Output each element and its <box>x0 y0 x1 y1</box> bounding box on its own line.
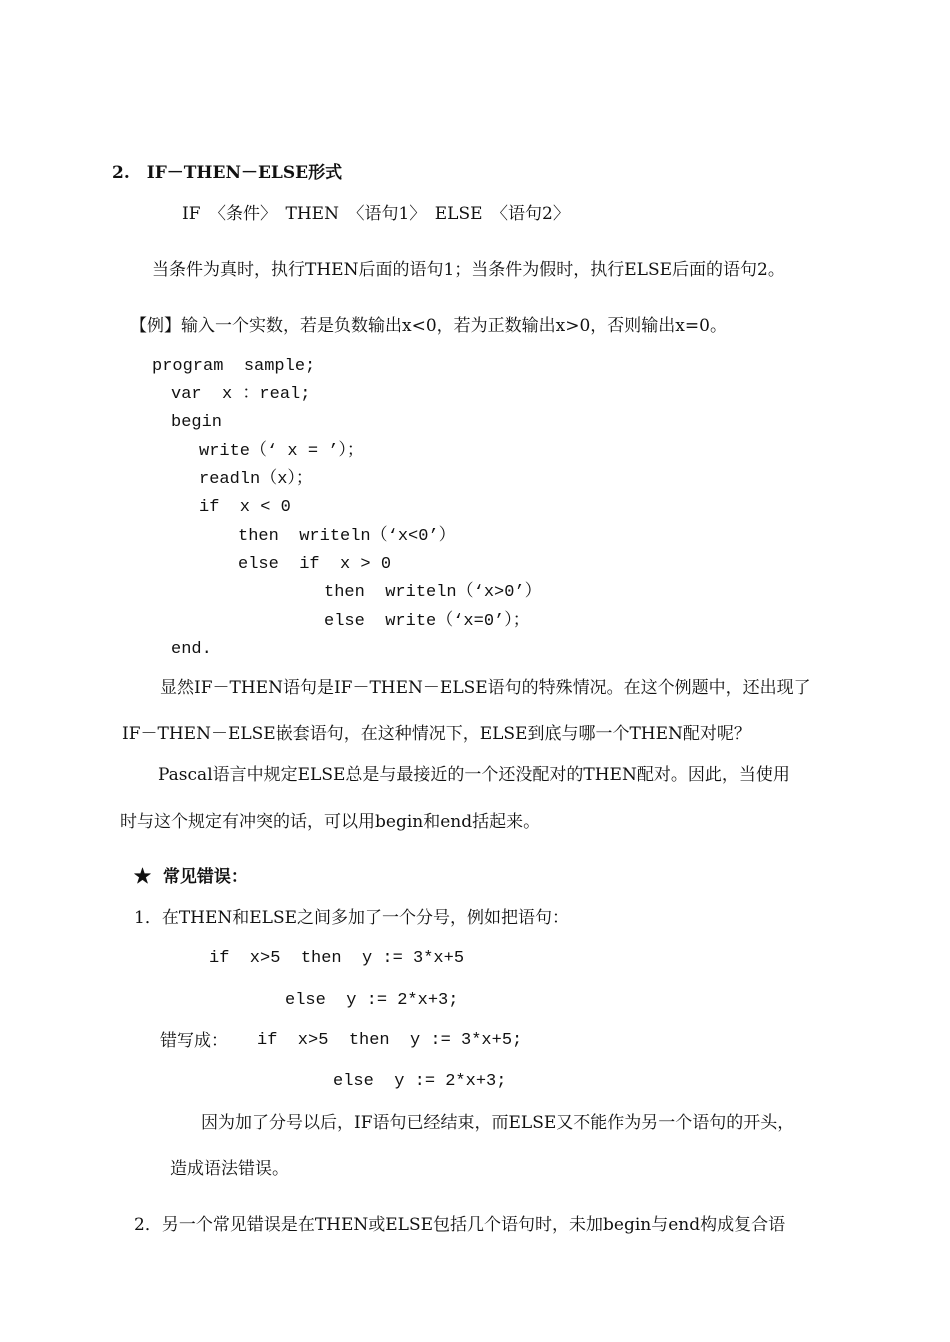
wrong-label: 错写成： <box>160 1031 228 1051</box>
paragraph-line: 时与这个规定有冲突的话，可以用begin和end括起来。 <box>120 812 541 832</box>
code-line: if x>5 then y := 3*x+5 <box>209 949 465 968</box>
paragraph-line: 因为加了分号以后，IF语句已经结束，而ELSE又不能作为另一个语句的开头， <box>201 1113 795 1133</box>
paragraph-line: Pascal语言中规定ELSE总是与最接近的一个还没配对的THEN配对。因此，当使用 <box>158 765 790 785</box>
code-line: else if x > 0 <box>238 555 392 574</box>
syntax-line: IF 〈条件〉 THEN 〈语句1〉 ELSE 〈语句2〉 <box>182 204 570 224</box>
code-line: var x ：real; <box>171 385 311 404</box>
code-line: program sample; <box>152 357 316 376</box>
error-1-title: 1．在THEN和ELSE之间多加了一个分号，例如把语句： <box>134 908 570 928</box>
code-line: else y := 2*x+3; <box>333 1072 507 1091</box>
errors-heading: ★ 常见错误： <box>134 867 248 887</box>
code-line: else y := 2*x+3; <box>285 991 459 1010</box>
code-line: else write（‘x=0’）； <box>324 612 530 631</box>
code-line: if x>5 then y := 3*x+5; <box>257 1031 523 1050</box>
code-line: then writeln（‘x<0’） <box>238 527 456 546</box>
paragraph-line: IF－THEN－ELSE嵌套语句，在这种情况下，ELSE到底与哪一个THEN配对呢？ <box>122 724 751 744</box>
code-line: begin <box>171 413 223 432</box>
code-line: then writeln（‘x>0’） <box>324 583 542 602</box>
code-line: if x < 0 <box>199 498 291 517</box>
section-heading: 2. IF－THEN－ELSE形式 <box>112 163 343 183</box>
description-text: 当条件为真时，执行THEN后面的语句1；当条件为假时，执行ELSE后面的语句2。 <box>152 260 785 280</box>
example-intro: 【例】输入一个实数，若是负数输出x<0，若为正数输出x>0，否则输出x=0。 <box>130 316 727 336</box>
code-line: end. <box>171 640 212 659</box>
paragraph-line: 造成语法错误。 <box>170 1159 289 1179</box>
error-2-title: 2．另一个常见错误是在THEN或ELSE包括几个语句时，未加begin与end构成复合语 <box>134 1215 786 1235</box>
code-line: write（‘ x = ’）； <box>199 442 364 461</box>
paragraph-line: 显然IF－THEN语句是IF－THEN－ELSE语句的特殊情况。在这个例题中，还出现了 <box>160 678 811 698</box>
code-line: readln（x）； <box>199 470 313 489</box>
